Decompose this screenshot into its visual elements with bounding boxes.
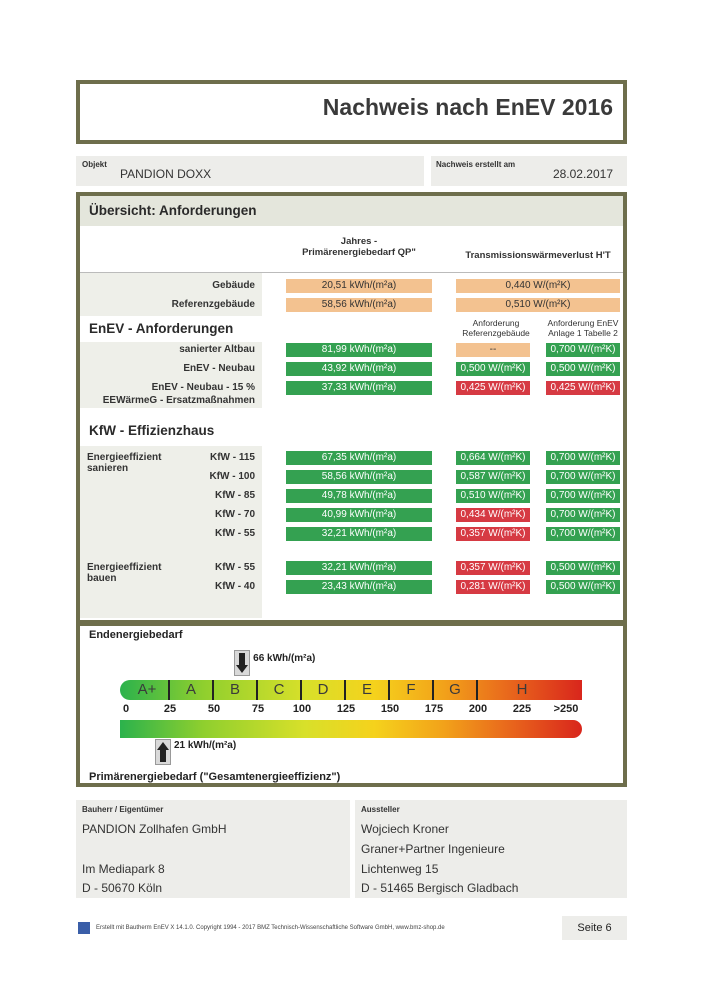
issuer-company: Graner+Partner Ingenieure bbox=[361, 842, 505, 856]
kfw55s-label: KfW - 55 bbox=[215, 528, 255, 539]
row-label-gebaeude: Gebäude bbox=[212, 280, 255, 291]
qp-gebaeude: 20,51 kWh/(m²a) bbox=[286, 279, 432, 293]
bautherm-logo-icon bbox=[78, 922, 90, 934]
kfw55s-qp: 32,21 kWh/(m²a) bbox=[286, 527, 432, 541]
kfw55b-ref: 0,357 W/(m²K) bbox=[456, 561, 530, 575]
kfw55b-anl: 0,500 W/(m²K) bbox=[546, 561, 620, 575]
scale-tick-label: 100 bbox=[292, 703, 312, 715]
kfw100-ref: 0,587 W/(m²K) bbox=[456, 470, 530, 484]
kfw40-qp: 23,43 kWh/(m²a) bbox=[286, 580, 432, 594]
kfw55s-ref: 0,357 W/(m²K) bbox=[456, 527, 530, 541]
kfw-group-sanieren-line1: Energieeffizient bbox=[87, 452, 162, 463]
col-ht-header: Transmissionswärmeverlust H'T bbox=[465, 250, 611, 261]
date-label: Nachweis erstellt am bbox=[436, 160, 516, 169]
col-qp-header-line1: Jahres - bbox=[340, 236, 378, 247]
arrow-down-icon bbox=[235, 651, 249, 675]
kfw70-label: KfW - 70 bbox=[215, 509, 255, 520]
end-energy-marker bbox=[234, 650, 250, 676]
issuer-label: Aussteller bbox=[361, 805, 400, 814]
issuer-city: D - 51465 Bergisch Gladbach bbox=[361, 881, 519, 895]
col-qp-header bbox=[286, 236, 432, 258]
enev-label-eewaermeg: EEWärmeG - Ersatzmaßnahmen bbox=[102, 395, 255, 406]
kfw85-label: KfW - 85 bbox=[215, 490, 255, 501]
scale-tick-label: 225 bbox=[512, 703, 532, 715]
kfw115-anl: 0,700 W/(m²K) bbox=[546, 451, 620, 465]
object-value: PANDION DOXX bbox=[120, 167, 212, 181]
scale-ticks bbox=[0, 703, 704, 717]
kfw115-qp: 67,35 kWh/(m²a) bbox=[286, 451, 432, 465]
page-title: Nachweis nach EnEV 2016 bbox=[322, 94, 613, 120]
energy-class-h: H bbox=[516, 681, 528, 698]
energy-class-a: A bbox=[170, 680, 214, 700]
date-value: 28.02.2017 bbox=[552, 167, 613, 181]
energy-class-g: G bbox=[434, 680, 478, 700]
object-label: Objekt bbox=[82, 160, 107, 169]
kfw115-label: KfW - 115 bbox=[209, 452, 255, 463]
energy-class-e: E bbox=[346, 680, 390, 700]
kfw85-qp: 49,78 kWh/(m²a) bbox=[286, 489, 432, 503]
kfw100-label: KfW - 100 bbox=[209, 471, 255, 482]
kfw55b-qp: 32,21 kWh/(m²a) bbox=[286, 561, 432, 575]
date-field bbox=[431, 156, 627, 186]
owner-name: PANDION Zollhafen GmbH bbox=[82, 822, 227, 836]
enev-qp-altbau: 81,99 kWh/(m²a) bbox=[286, 343, 432, 357]
enev-label-neubau15: EnEV - Neubau - 15 % bbox=[151, 382, 255, 393]
endenergie-heading: Endenergiebedarf bbox=[89, 629, 183, 641]
issuer-street: Lichtenweg 15 bbox=[361, 862, 439, 876]
requirements-panel bbox=[76, 192, 627, 624]
enev-anl-neubau15: 0,425 W/(m²K) bbox=[546, 381, 620, 395]
scale-tick-label: 150 bbox=[380, 703, 400, 715]
object-field bbox=[76, 156, 424, 186]
kfw40-anl: 0,500 W/(m²K) bbox=[546, 580, 620, 594]
scale-tick-label: 25 bbox=[163, 703, 177, 715]
kfw-group-bauen bbox=[87, 562, 161, 584]
enev-label-neubau: EnEV - Neubau bbox=[183, 363, 255, 374]
enev-sub2 bbox=[542, 318, 624, 338]
divider bbox=[80, 272, 623, 273]
qp-referenz: 58,56 kWh/(m²a) bbox=[286, 298, 432, 312]
owner-label: Bauherr / Eigentümer bbox=[82, 805, 164, 814]
scale-tick-label: 200 bbox=[468, 703, 488, 715]
enev-qp-neubau: 43,92 kWh/(m²a) bbox=[286, 362, 432, 376]
ht-gebaeude: 0,440 W/(m²K) bbox=[456, 279, 620, 293]
enev-sub2-line1: Anforderung EnEV bbox=[547, 318, 619, 328]
overview-heading: Übersicht: Anforderungen bbox=[80, 196, 623, 226]
energy-class-c: C bbox=[258, 680, 302, 700]
kfw-group-bauen-line1: Energieeffizient bbox=[87, 562, 162, 573]
enev-sub2-line2: Anlage 1 Tabelle 2 bbox=[548, 328, 618, 338]
kfw85-ref: 0,510 W/(m²K) bbox=[456, 489, 530, 503]
primaer-heading: Primärenergiebedarf ("Gesamtenergieeffizienz") bbox=[89, 771, 341, 783]
kfw40-label: KfW - 40 bbox=[215, 581, 255, 592]
owner-city: D - 50670 Köln bbox=[82, 881, 163, 895]
scale-tick-label: 0 bbox=[122, 703, 130, 715]
kfw-heading: KfW - Effizienzhaus bbox=[89, 423, 215, 438]
kfw100-anl: 0,700 W/(m²K) bbox=[546, 470, 620, 484]
kfw100-qp: 58,56 kWh/(m²a) bbox=[286, 470, 432, 484]
kfw-group-bauen-line2: bauen bbox=[87, 573, 117, 584]
kfw40-ref: 0,281 W/(m²K) bbox=[456, 580, 530, 594]
energy-class-f: F bbox=[390, 680, 434, 700]
scale-tick-label: 75 bbox=[251, 703, 265, 715]
energy-class-a-plus: A+ bbox=[126, 680, 170, 700]
kfw55s-anl: 0,700 W/(m²K) bbox=[546, 527, 620, 541]
enev-ref-neubau: 0,500 W/(m²K) bbox=[456, 362, 530, 376]
arrow-up-icon bbox=[156, 740, 170, 764]
kfw-group-sanieren-line2: sanieren bbox=[87, 463, 129, 474]
enev-ref-altbau: -- bbox=[456, 343, 530, 357]
enev-ref-neubau15: 0,425 W/(m²K) bbox=[456, 381, 530, 395]
credit-text: Erstellt mit Bautherm EnEV X 14.1.0. Copyright 1994 - 2017 BMZ Technisch-Wissenschaftliche Software GmbH, www.bmz-shop.de bbox=[96, 925, 445, 931]
enev-label-altbau: sanierter Altbau bbox=[179, 344, 255, 355]
kfw70-anl: 0,700 W/(m²K) bbox=[546, 508, 620, 522]
enev-qp-neubau15: 37,33 kWh/(m²a) bbox=[286, 381, 432, 395]
issuer-name: Wojciech Kroner bbox=[361, 822, 449, 836]
energy-class-d: D bbox=[302, 680, 346, 700]
kfw85-anl: 0,700 W/(m²K) bbox=[546, 489, 620, 503]
kfw115-ref: 0,664 W/(m²K) bbox=[456, 451, 530, 465]
title-box bbox=[76, 80, 627, 144]
scale-bar-top bbox=[120, 680, 582, 700]
ht-referenz: 0,510 W/(m²K) bbox=[456, 298, 620, 312]
scale-tick-label: 125 bbox=[336, 703, 356, 715]
enev-anl-altbau: 0,700 W/(m²K) bbox=[546, 343, 620, 357]
kfw70-qp: 40,99 kWh/(m²a) bbox=[286, 508, 432, 522]
scale-tick-label: >250 bbox=[553, 703, 579, 715]
energy-class-b: B bbox=[214, 680, 258, 700]
scale-bar-bottom bbox=[120, 720, 582, 738]
primary-energy-value: 21 kWh/(m²a) bbox=[173, 740, 237, 751]
enev-heading: EnEV - Anforderungen bbox=[89, 321, 234, 336]
owner-street: Im Mediapark 8 bbox=[82, 862, 165, 876]
owner-block bbox=[76, 800, 350, 898]
enev-sub1 bbox=[452, 318, 540, 338]
page-number: Seite 6 bbox=[562, 916, 627, 940]
scale-tick-label: 50 bbox=[207, 703, 221, 715]
enev-anl-neubau: 0,500 W/(m²K) bbox=[546, 362, 620, 376]
enev-sub1-line2: Referenzgebäude bbox=[462, 328, 530, 338]
col-qp-header-line2: Primärenergiebedarf QP" bbox=[302, 247, 416, 258]
end-energy-value: 66 kWh/(m²a) bbox=[253, 653, 316, 664]
enev-sub1-line1: Anforderung bbox=[472, 318, 520, 328]
kfw55b-label: KfW - 55 bbox=[215, 562, 255, 573]
row-label-referenz: Referenzgebäude bbox=[171, 299, 255, 310]
kfw-group-sanieren bbox=[87, 452, 161, 474]
issuer-block bbox=[355, 800, 627, 898]
kfw70-ref: 0,434 W/(m²K) bbox=[456, 508, 530, 522]
primary-energy-marker bbox=[155, 739, 171, 765]
scale-tick-label: 175 bbox=[424, 703, 444, 715]
